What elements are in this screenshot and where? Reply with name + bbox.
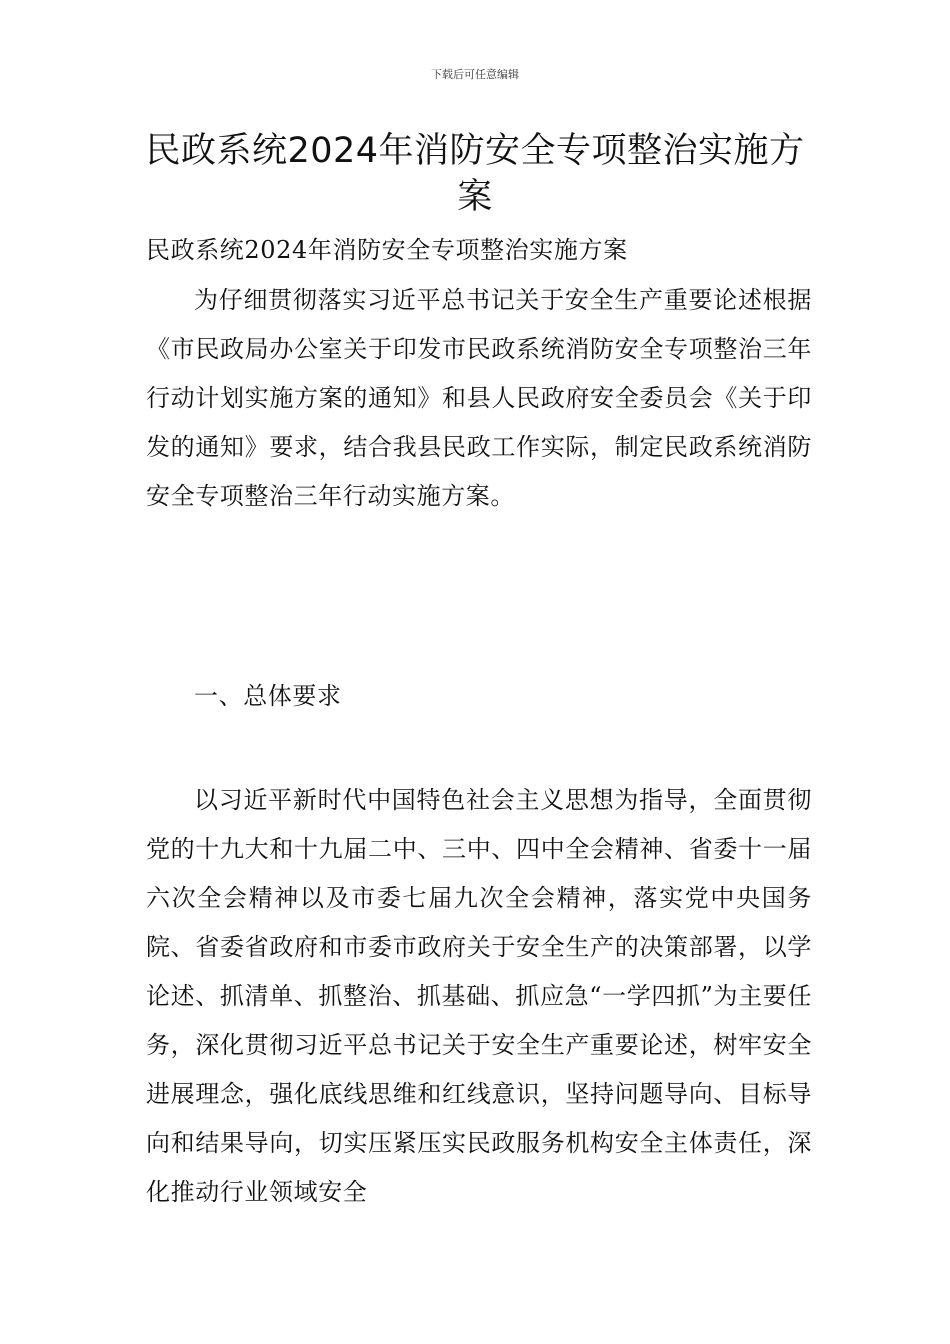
section-paragraph: 以习近平新时代中国特色社会主义思想为指导，全面贯彻党的十九大和十九届二中、三中、四中全会精神、省委十一届六次全会精神以及市委七届九次全会精神，落实党中央国务院、省委省政府和市委市政府关于安全生产的决策部署，以学论述、抓清单、抓整治、抓基础、抓应急“一学四抓”为主要任务，深化贯彻习近平总书记关于安全生产重要论述，树牢安全进展理念，强化底线思维和红线意识，坚持问题导向、目标导向和结果导向，切实压紧压实民政服务机构安全主体责任，深化推动行业领域安全 <box>146 786 812 1206</box>
document-title: 民政系统2024年消防安全专项整治实施方案 <box>145 131 805 217</box>
document-subtitle-line: 民政系统2024年消防安全专项整治实施方案 <box>146 236 628 264</box>
section-heading: 一、总体要求 <box>194 682 342 710</box>
page-header-note: 下载后可任意编辑 <box>431 68 519 81</box>
intro-paragraph: 为仔细贯彻落实习近平总书记关于安全生产重要论述根据《市民政局办公室关于印发市民政系统消防安全专项整治三年行动计划实施方案的通知》和县人民政府安全委员会《关于印发的通知》要求，结合我县民政工作实际，制定民政系统消防安全专项整治三年行动实施方案。 <box>146 286 812 510</box>
